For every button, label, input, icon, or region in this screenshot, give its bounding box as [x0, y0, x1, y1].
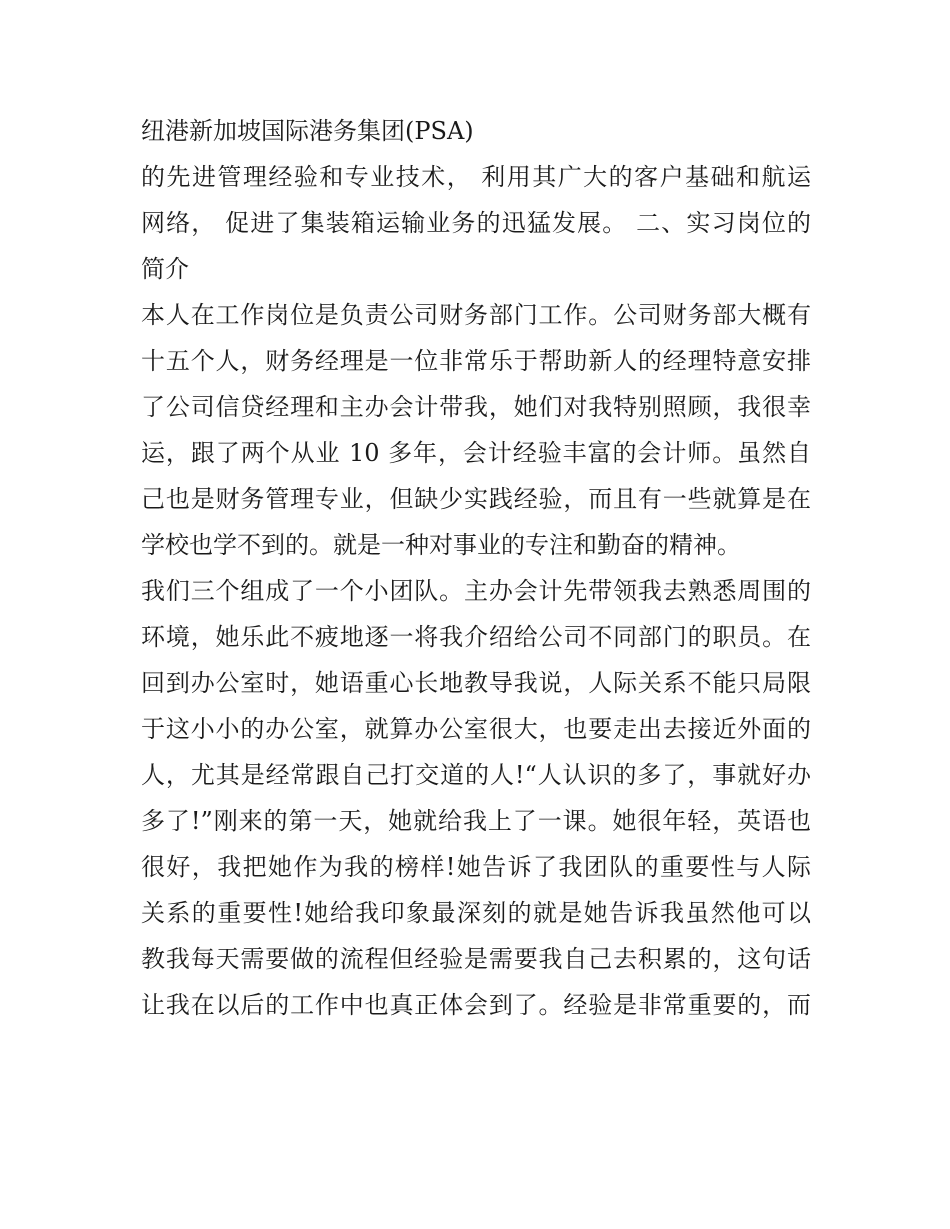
text-line: 关系的重要性!她给我印象最深刻的就是她告诉我虽然他可以 — [141, 899, 811, 927]
text-line: 让我在以后的工作中也真正体会到了。经验是非常重要的，而 — [141, 991, 811, 1019]
text-line: 我们三个组成了一个小团队。主办会计先带领我去熟悉周围的 — [141, 577, 811, 605]
text-line: 人，尤其是经常跟自己打交道的人!“人认识的多了，事就好办 — [141, 761, 811, 789]
text-line: 运，跟了两个从业 10 多年，会计经验丰富的会计师。虽然自 — [141, 439, 811, 467]
text-line: 教我每天需要做的流程但经验是需要我自己去积累的，这句话 — [141, 945, 811, 973]
text-line: 于这小小的办公室，就算办公室很大，也要走出去接近外面的 — [141, 715, 811, 743]
text-line: 简介 — [141, 255, 189, 283]
text-line: 己也是财务管理专业，但缺少实践经验，而且有一些就算是在 — [141, 485, 811, 513]
body-text — [141, 108, 821, 1028]
text-line: 本人在工作岗位是负责公司财务部门工作。公司财务部大概有 — [141, 301, 811, 329]
text-line: 学校也学不到的。就是一种对事业的专注和勤奋的精神。 — [141, 531, 741, 559]
text-line: 网络， 促进了集装箱运输业务的迅猛发展。 二、实习岗位的 — [141, 209, 811, 237]
text-line: 十五个人，财务经理是一位非常乐于帮助新人的经理特意安排 — [141, 347, 811, 375]
text-line: 很好，我把她作为我的榜样!她告诉了我团队的重要性与人际 — [141, 853, 811, 881]
text-line: 多了!”刚来的第一天，她就给我上了一课。她很年轻，英语也 — [141, 807, 811, 835]
text-line: 纽港新加坡国际港务集团(PSA) — [141, 117, 474, 145]
text-line: 环境，她乐此不疲地逐一将我介绍给公司不同部门的职员。在 — [141, 623, 811, 651]
text-line: 了公司信贷经理和主办会计带我，她们对我特别照顾，我很幸 — [141, 393, 811, 421]
text-line: 的先进管理经验和专业技术， 利用其广大的客户基础和航运 — [141, 163, 811, 191]
text-line: 回到办公室时，她语重心长地教导我说，人际关系不能只局限 — [141, 669, 811, 697]
